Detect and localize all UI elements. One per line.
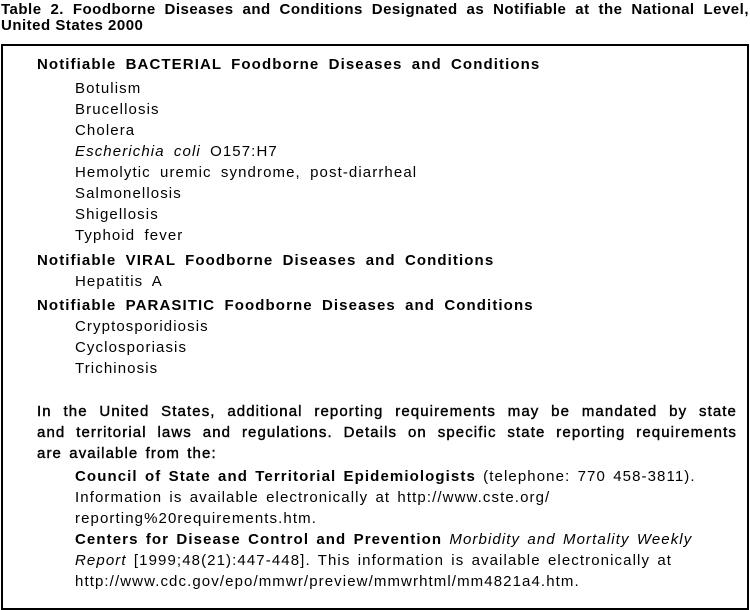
section-heading-bacterial: Notifiable BACTERIAL Foodborne Diseases and Conditions: [37, 56, 541, 73]
table-title: [0, 0, 750, 42]
list-item: Trichinosis: [75, 360, 159, 377]
mmwr-title-italic-cont: Report: [75, 552, 127, 569]
list-item: Typhoid fever: [75, 227, 184, 244]
list-item: Brucellosis: [75, 101, 160, 118]
section-heading-parasitic: Notifiable PARASITIC Foodborne Diseases and Conditions: [37, 297, 534, 314]
ecoli-serotype: O157:H7: [200, 143, 278, 160]
ecoli-genus-italic: Escherichia coli: [75, 143, 201, 160]
list-item: Shigellosis: [75, 206, 159, 223]
section-heading-viral: Notifiable VIRAL Foodborne Diseases and Conditions: [37, 252, 495, 269]
intro-line1: In the United States, additional reporting requirements may be mandated by state: [37, 403, 737, 420]
mmwr-title-italic: Morbidity and Mortality Weekly: [442, 531, 693, 548]
council-paragraph: [75, 466, 739, 529]
cdc-paragraph: [75, 529, 739, 592]
intro-line2: and territorial laws and regulations. Details on specific state reporting requirements: [37, 424, 737, 441]
council-line3: reporting%20requirements.htm.: [75, 510, 318, 527]
cdc-name: Centers for Disease Control and Prevention: [75, 531, 443, 548]
cdc-citation: [1999;48(21):447-448]. This information is available electronically at: [126, 552, 673, 569]
list-item: Cyclosporiasis: [75, 339, 188, 356]
intro-paragraph: [37, 401, 737, 464]
table-box: [1, 44, 749, 610]
list-item-ecoli: [75, 141, 739, 162]
cdc-line2: [75, 550, 739, 571]
list-item: Cryptosporidiosis: [75, 318, 209, 335]
cdc-line1: [75, 529, 739, 550]
list-item: Hemolytic uremic syndrome, post-diarrheal: [75, 164, 418, 181]
list-item: Salmonellosis: [75, 185, 182, 202]
cdc-line3: http://www.cdc.gov/epo/mmwr/preview/mmwrhtml/mm4821a4.htm.: [75, 573, 580, 590]
intro-line3: are available from the:: [37, 445, 217, 462]
council-telephone: (telephone: 770 458-3811).: [475, 468, 696, 485]
list-item: Botulism: [75, 80, 142, 97]
list-item: Hepatitis A: [75, 273, 163, 290]
table-title-line2: United States 2000: [1, 17, 144, 34]
list-item: Cholera: [75, 122, 136, 139]
council-line1: [75, 466, 739, 487]
table-title-line1: Table 2. Foodborne Diseases and Conditions Designated as Notifiable at the National Level,: [1, 1, 749, 18]
council-line2: Information is available electronically at http://www.cste.org/: [75, 489, 551, 506]
council-name: Council of State and Territorial Epidemiologists: [75, 468, 476, 485]
